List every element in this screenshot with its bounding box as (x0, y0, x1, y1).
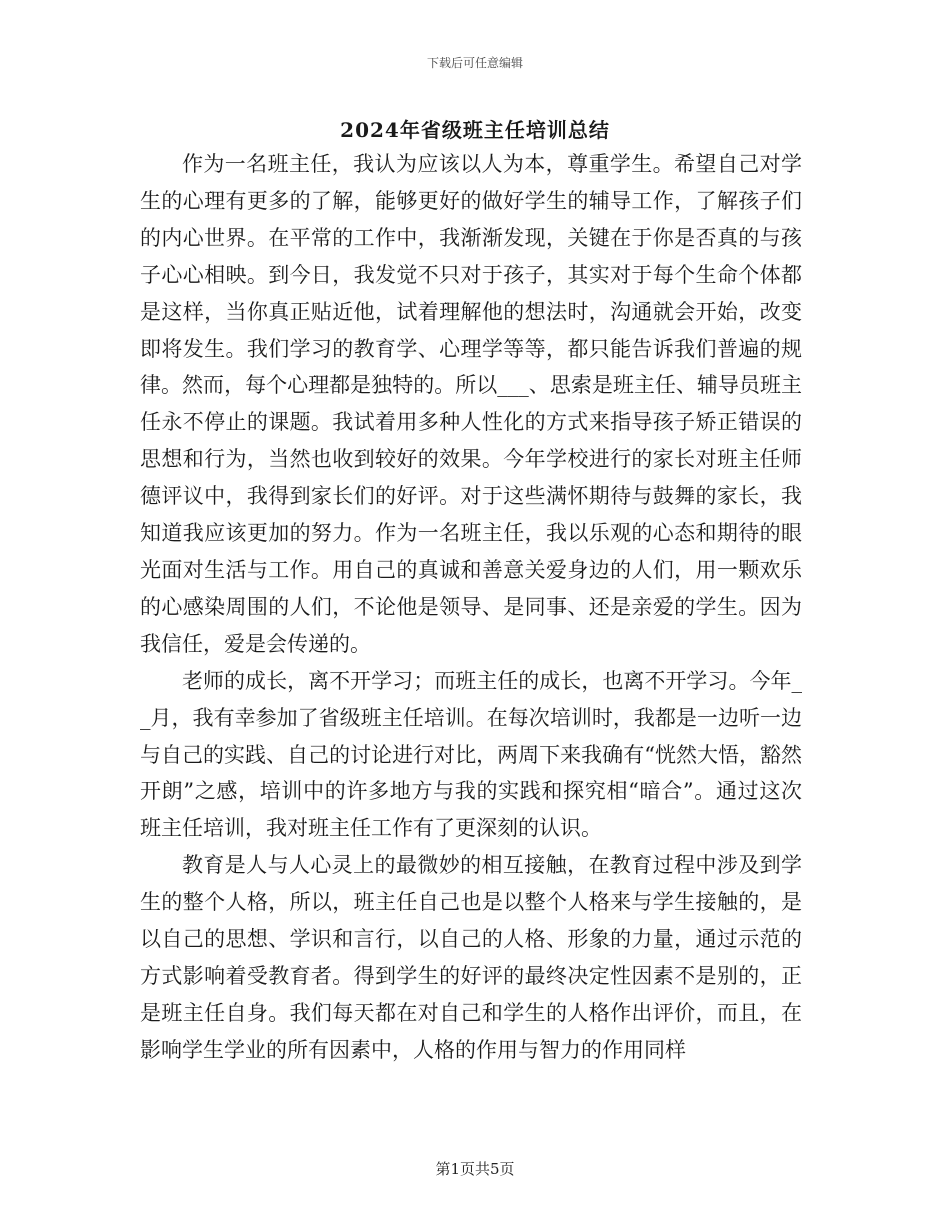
document-body (140, 146, 802, 1069)
paragraph-3: 教育是人与人心灵上的最微妙的相互接触，在教育过程中涉及到学生的整个人格，所以，班主任自己也是以整个人格来与学生接触的，是以自己的思想、学识和言行，以自己的人格、形象的力量，通过示范的方式影响着受教育者。得到学生的好评的最终决定性因素不是别的，正是班主任自身。我们每天都在对自己和学生的人格作出评价，而且，在影响学生学业的所有因素中，人格的作用与智力的作用同样 (140, 853, 802, 1062)
document-title: 2024年省级班主任培训总结 (340, 118, 610, 142)
page-number-footer: 第1页共5页 (435, 1160, 515, 1178)
paragraph-1: 作为一名班主任，我认为应该以人为本，尊重学生。希望自己对学生的心理有更多的了解，能够更好的做好学生的辅导工作，了解孩子们的内心世界。在平常的工作中，我渐渐发现，关键在于你是否真的与孩子心心相映。到今日，我发觉不只对于孩子，其实对于每个生命个体都是这样，当你真正贴近他，试着理解他的想法时，沟通就会开始，改变即将发生。我们学习的教育学、心理学等等，都只能告诉我们普遍的规律。然而，每个心理都是独特的。所以___、思索是班主任、辅导员班主任永不停止的课题。我试着用多种人性化的方式来指导孩子矫正错误的思想和行为，当然也收到较好的效果。今年学校进行的家长对班主任师德评议中，我得到家长们的好评。对于这些满怀期待与鼓舞的家长，我知道我应该更加的努力。作为一名班主任，我以乐观的心态和期待的眼光面对生活与工作。用自己的真诚和善意关爱身边的人们，用一颗欢乐的心感染周围的人们，不论他是领导、是同事、还是亲爱的学生。因为我信任，爱是会传递的。 (140, 152, 802, 656)
header-note: 下载后可任意编辑 (426, 56, 523, 70)
paragraph-2: 老师的成长，离不开学习；而班主任的成长，也离不开学习。今年__月，我有幸参加了省级班主任培训。在每次培训时，我都是一边听一边与自己的实践、自己的讨论进行对比，两周下来我确有“恍然大悟，豁然开朗”之感，培训中的许多地方与我的实践和探究相“暗合”。通过这次班主任培训，我对班主任工作有了更深刻的认识。 (140, 668, 802, 841)
